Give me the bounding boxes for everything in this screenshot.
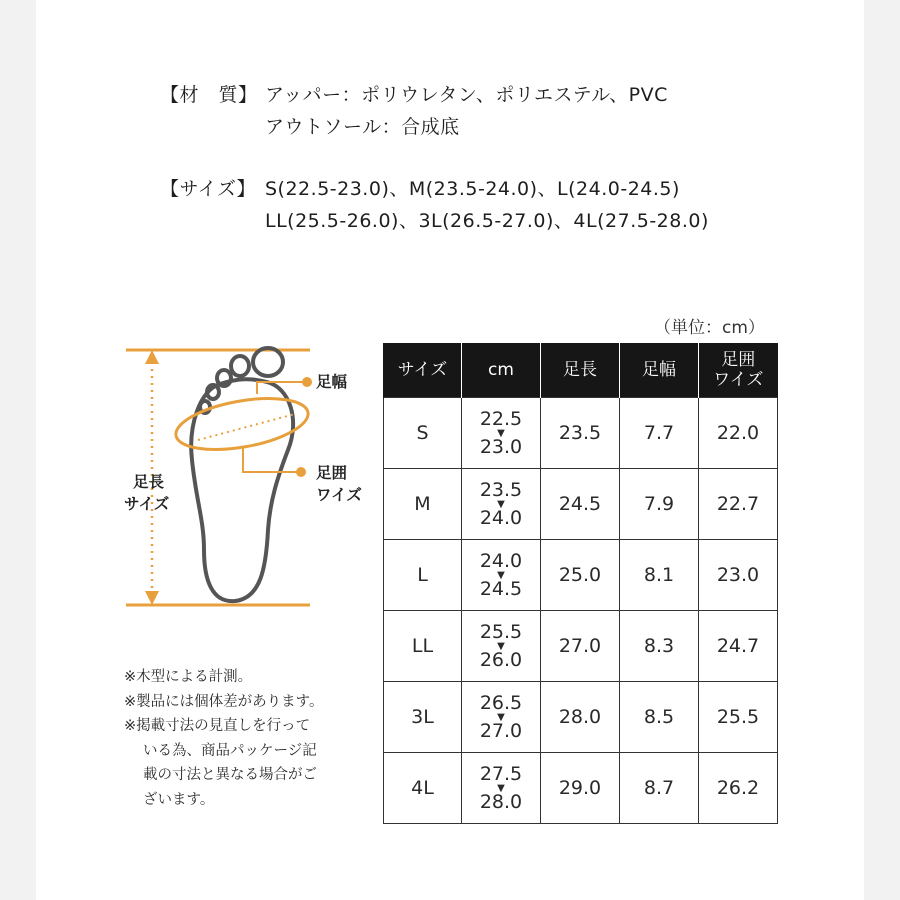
size-cell: M [384,469,462,540]
table-row [384,398,778,469]
range-to: 26.0 [479,648,523,671]
range-cell [462,398,541,469]
table-row [384,540,778,611]
range-cell [462,682,541,753]
header-size: サイズ [384,343,462,398]
foot-length-cell: 25.0 [541,540,620,611]
width-label: 足幅 [316,373,348,391]
foot-length-cell: 28.0 [541,682,620,753]
range-from: 24.0 [479,549,523,572]
range-stack [462,762,540,813]
foot-width-cell: 8.1 [620,540,699,611]
table-row [384,753,778,824]
range-stack [462,407,540,458]
size-label: 【サイズ】 [160,178,256,200]
material-line-2: アウトソール：合成底 [265,116,460,138]
range-stack [462,691,540,742]
length-label-line-2: サイズ [124,495,170,513]
girth-leader-dot [296,467,306,477]
size-cell: 4L [384,753,462,824]
table-header-row [384,343,778,398]
foot-girth-cell: 24.7 [699,611,778,682]
table-row [384,682,778,753]
note-line: ※製品には個体差があります。 [124,693,324,710]
size-cell: L [384,540,462,611]
foot-girth-cell: 22.7 [699,469,778,540]
foot-girth-cell: 26.2 [699,753,778,824]
header-foot-length: 足長 [541,343,620,398]
material-line-1: アッパー：ポリウレタン、ポリエステル、PVC [265,84,668,106]
foot-width-cell: 8.7 [620,753,699,824]
range-cell [462,540,541,611]
length-label-line-1: 足長 [133,473,165,491]
range-cell [462,469,541,540]
size-line-2: LL(25.5-26.0)、3L(26.5-27.0)、4L(27.5-28.0) [265,210,709,232]
range-from: 27.5 [479,762,523,785]
foot-width-cell: 7.7 [620,398,699,469]
length-arrow-up [145,350,159,364]
range-to: 28.0 [479,790,523,813]
unit-note: （単位：cm） [654,318,765,338]
foot-girth-cell: 23.0 [699,540,778,611]
size-cell: S [384,398,462,469]
material-label: 【材 質】 [160,84,258,106]
size-line-1: S(22.5-23.0)、M(23.5-24.0)、L(24.0-24.5) [265,178,680,200]
range-cell [462,753,541,824]
width-leader-dot [302,377,312,387]
range-arrow-icon: ▼ [497,569,505,581]
notes [124,665,324,812]
size-table [383,343,778,824]
length-arrow-down [145,591,159,605]
size-cell: LL [384,611,462,682]
note-line: ※掲載寸法の見直しを行って [124,718,311,734]
header-foot-width: 足幅 [620,343,699,398]
range-to: 24.0 [479,506,523,529]
range-stack [462,549,540,600]
foot-width-cell: 7.9 [620,469,699,540]
range-arrow-icon: ▼ [497,427,505,439]
foot-girth-cell: 22.0 [699,398,778,469]
foot-length-cell: 27.0 [541,611,620,682]
note-line: ざいます。 [143,791,215,808]
table-row [384,469,778,540]
range-arrow-icon: ▼ [497,498,505,510]
range-cell [462,611,541,682]
range-stack [462,620,540,671]
range-arrow-icon: ▼ [497,711,505,723]
second-toe [231,356,249,376]
header-cm: cm [462,343,541,398]
header-foot-girth: 足囲 ワイズ [699,343,778,398]
foot-length-cell: 24.5 [541,469,620,540]
note-line: いる為、商品パッケージ記 [143,742,317,759]
range-to: 27.0 [479,719,523,742]
foot-length-cell: 29.0 [541,753,620,824]
range-stack [462,478,540,529]
foot-width-cell: 8.3 [620,611,699,682]
range-to: 23.0 [479,435,523,458]
size-cell: 3L [384,682,462,753]
range-arrow-icon: ▼ [497,640,505,652]
range-arrow-icon: ▼ [497,782,505,794]
foot-girth-cell: 25.5 [699,682,778,753]
foot-length-cell: 23.5 [541,398,620,469]
girth-label-line-1: 足囲 [316,464,348,482]
range-to: 24.5 [479,577,523,600]
note-line: 載の寸法と異なる場合がご [143,767,317,783]
foot-width-cell: 8.5 [620,682,699,753]
range-from: 26.5 [479,691,523,714]
note-line: ※木型による計測。 [124,669,253,685]
range-from: 22.5 [479,407,523,430]
range-from: 23.5 [479,478,523,501]
table-row [384,611,778,682]
girth-label-line-2: ワイズ [316,486,362,504]
range-from: 25.5 [479,620,523,643]
big-toe [253,348,283,376]
